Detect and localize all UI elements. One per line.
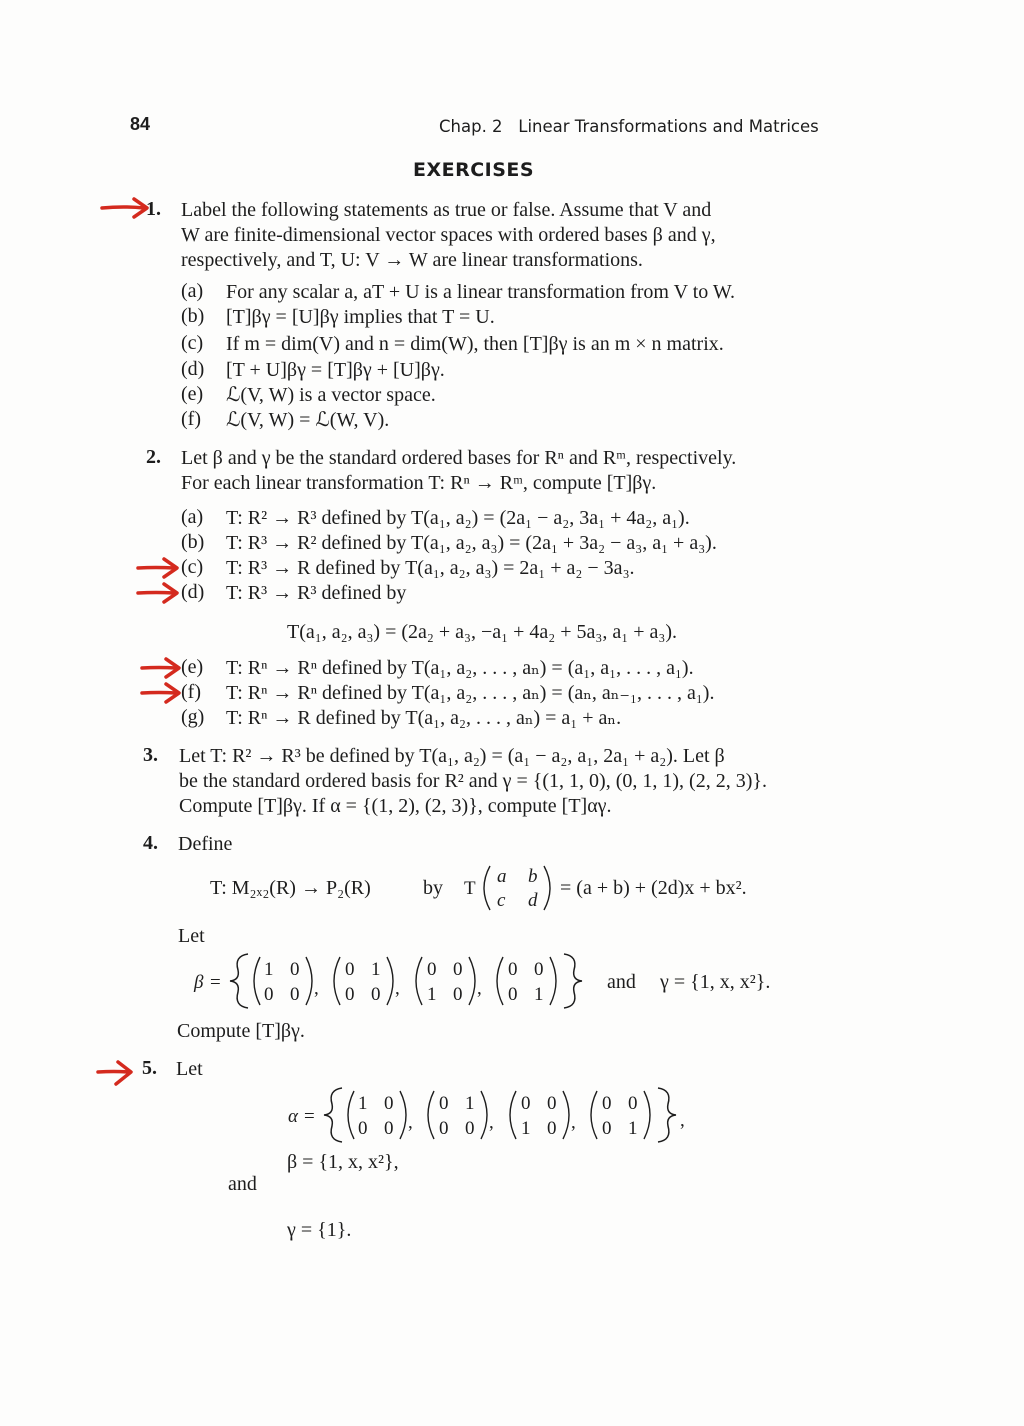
item-text: T: Rⁿ → R defined by T(a₁, a₂, . . . , aₙ) = a₁ + aₙ. [226, 707, 622, 729]
item-label: (f) [181, 681, 201, 703]
svg-text:0: 0 [508, 984, 518, 1005]
gamma-basis: γ = {1, x, x²}. [660, 971, 771, 993]
svg-text:0: 0 [384, 1093, 394, 1114]
compute-line: Compute [T]βγ. [177, 1020, 305, 1042]
red-arrow-icon [140, 681, 182, 705]
svg-text:0: 0 [453, 984, 463, 1005]
svg-text:1: 1 [264, 959, 274, 980]
exercise-text-line: Label the following statements as true or false. Assume that V and [181, 199, 712, 221]
svg-text:β: β [194, 972, 204, 993]
map-definition: T: M₂ₓ₂(R) → P₂(R) [210, 877, 371, 899]
red-arrow-icon [100, 196, 152, 220]
page-number: 84 [130, 114, 151, 134]
item-text: ℒ(V, W) = ℒ(W, V). [226, 409, 390, 431]
svg-text:1: 1 [534, 984, 544, 1005]
svg-text:0: 0 [427, 959, 437, 980]
item-label: (f) [181, 408, 201, 430]
item-text: T: Rⁿ → Rⁿ defined by T(a₁, a₂, . . . , aₙ) = (a₁, a₁, . . . , a₁). [226, 657, 694, 679]
exercise-number: 2. [146, 446, 161, 468]
svg-text:0: 0 [602, 1093, 612, 1114]
item-text: T: R³ → R² defined by T(a₁, a₂, a₃) = (2a₁ + 3a₂ − a₃, a₁ + a₃). [226, 532, 717, 554]
display-equation: T(a₁, a₂, a₃) = (2a₂ + a₃, −a₁ + 4a₂ + 5a₃, a₁ + a₃). [287, 621, 678, 643]
svg-text:d: d [528, 890, 538, 911]
svg-text:0: 0 [547, 1093, 557, 1114]
svg-text:0: 0 [345, 959, 355, 980]
item-text: [T]βγ = [U]βγ implies that T = U. [226, 306, 495, 328]
svg-text:1: 1 [427, 984, 437, 1005]
red-arrow-icon [96, 1058, 136, 1088]
svg-text:c: c [497, 890, 506, 911]
red-arrow-icon [140, 656, 182, 680]
item-label: (a) [181, 280, 204, 302]
map-rhs: = (a + b) + (2d)x + bx². [560, 877, 747, 899]
alpha-basis-matrices [284, 1084, 694, 1146]
item-label: (b) [181, 305, 205, 327]
svg-text:α: α [288, 1106, 298, 1127]
svg-text:1: 1 [465, 1093, 475, 1114]
item-text: T: R³ → R defined by T(a₁, a₂, a₃) = 2a₁ + a₂ − 3a₃. [226, 557, 635, 579]
svg-text:=: = [304, 1106, 315, 1127]
svg-text:0: 0 [628, 1093, 638, 1114]
item-label: (b) [181, 531, 205, 553]
svg-text:0: 0 [264, 984, 274, 1005]
exercise-number: 5. [142, 1057, 157, 1079]
exercise-text-line: Let β and γ be the standard ordered bases for Rⁿ and Rᵐ, respectively. [181, 447, 737, 469]
exercise-text-line: Define [178, 833, 233, 855]
item-label: (g) [181, 706, 205, 728]
let-word: Let [178, 925, 205, 947]
svg-text:=: = [210, 972, 221, 993]
svg-text:0: 0 [371, 984, 381, 1005]
svg-text:,: , [571, 1112, 576, 1133]
and-word: and [607, 971, 636, 993]
exercise-number: 4. [143, 832, 158, 854]
t-matrix-abcd [462, 860, 562, 916]
svg-text:0: 0 [345, 984, 355, 1005]
item-label: (d) [181, 581, 205, 603]
item-label: (d) [181, 358, 205, 380]
svg-text:0: 0 [290, 984, 300, 1005]
beta-basis: β = {1, x, x²}, [287, 1151, 399, 1173]
svg-text:,: , [395, 978, 400, 999]
svg-text:1: 1 [521, 1118, 531, 1139]
svg-text:b: b [528, 866, 538, 887]
item-label: (a) [181, 506, 204, 528]
svg-text:1: 1 [371, 959, 381, 980]
svg-text:,: , [314, 978, 319, 999]
svg-text:,: , [489, 1112, 494, 1133]
item-label: (c) [181, 556, 204, 578]
svg-text:1: 1 [358, 1093, 368, 1114]
exercise-number: 3. [143, 744, 158, 766]
svg-text:T: T [464, 878, 476, 899]
gamma-basis: γ = {1}. [287, 1219, 352, 1241]
item-text: T: R² → R³ defined by T(a₁, a₂) = (2a₁ − a₂, 3a₁ + 4a₂, a₁). [226, 507, 690, 529]
item-text: T: R³ → R³ defined by [226, 582, 407, 604]
red-arrow-icon [136, 556, 180, 580]
svg-text:0: 0 [547, 1118, 557, 1139]
item-text: If m = dim(V) and n = dim(W), then [T]βγ is an m × n matrix. [226, 333, 724, 355]
exercise-text-line: For each linear transformation T: Rⁿ → Rᵐ, compute [T]βγ. [181, 472, 657, 494]
svg-text:,: , [680, 1110, 685, 1131]
svg-text:0: 0 [453, 959, 463, 980]
and-word: and [228, 1173, 257, 1195]
section-title: EXERCISES [413, 159, 535, 181]
item-label: (c) [181, 332, 204, 354]
svg-text:0: 0 [602, 1118, 612, 1139]
svg-text:0: 0 [290, 959, 300, 980]
svg-text:0: 0 [358, 1118, 368, 1139]
svg-text:0: 0 [439, 1118, 449, 1139]
beta-basis-matrices [190, 950, 590, 1012]
svg-text:,: , [408, 1112, 413, 1133]
svg-text:0: 0 [521, 1093, 531, 1114]
item-text: ℒ(V, W) is a vector space. [226, 384, 436, 406]
item-text: [T + U]βγ = [T]βγ + [U]βγ. [226, 359, 445, 381]
svg-text:0: 0 [465, 1118, 475, 1139]
svg-text:1: 1 [628, 1118, 638, 1139]
svg-text:0: 0 [439, 1093, 449, 1114]
exercise-text-line: W are finite-dimensional vector spaces with ordered bases β and γ, [181, 224, 716, 246]
svg-text:,: , [477, 978, 482, 999]
svg-text:0: 0 [508, 959, 518, 980]
exercise-text-line: respectively, and T, U: V → W are linear transformations. [181, 249, 643, 271]
svg-text:0: 0 [384, 1118, 394, 1139]
item-label: (e) [181, 383, 204, 405]
item-text: T: Rⁿ → Rⁿ defined by T(a₁, a₂, . . . , aₙ) = (aₙ, aₙ₋₁, . . . , a₁). [226, 682, 715, 704]
let-word: Let [176, 1058, 203, 1080]
by-word: by [423, 877, 443, 899]
svg-text:a: a [497, 866, 507, 887]
red-arrow-icon [136, 581, 180, 605]
item-text: For any scalar a, aT + U is a linear transformation from V to W. [226, 281, 735, 303]
running-header: Chap. 2 Linear Transformations and Matrices [439, 117, 819, 136]
exercise-text-line: Compute [T]βγ. If α = {(1, 2), (2, 3)}, compute [T]αγ. [179, 795, 612, 817]
exercise-text-line: be the standard ordered basis for R² and γ = {(1, 1, 0), (0, 1, 1), (2, 2, 3)}. [179, 770, 767, 792]
item-label: (e) [181, 656, 204, 678]
svg-text:0: 0 [534, 959, 544, 980]
exercise-text-line: Let T: R² → R³ be defined by T(a₁, a₂) = (a₁ − a₂, a₁, 2a₁ + a₂). Let β [179, 745, 725, 767]
exercise-number: 1. [146, 198, 161, 220]
